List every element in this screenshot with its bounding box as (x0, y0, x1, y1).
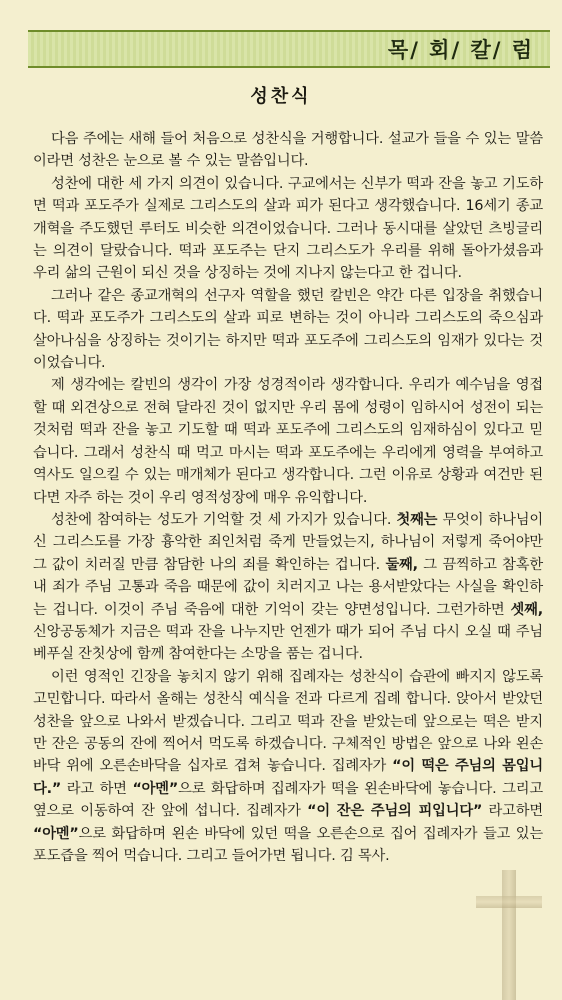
article-body (33, 128, 543, 867)
paragraph-text: 라고하면 (482, 803, 543, 820)
column-header-band (28, 30, 550, 68)
paragraph-text: 그 끔찍하고 참혹한 내 죄가 주님 고통과 죽음 때문에 값이 치러지고 나는 용서받았다는 사실을 확인하는 겁니다. 이것이 주님 죽음에 대한 기억이 갖는 양면성입니다. 그런가하면 (33, 556, 543, 618)
paragraph-text: 라고 하면 (61, 780, 133, 797)
article-paragraph (33, 128, 543, 173)
paragraph-text: 으로 화답하며 집례자가 떡을 왼손바닥에 놓습니다. 그리고 옆으로 이동하여 잔 앞에 섭니다. 집례자가 (33, 780, 543, 820)
emphasis-text: “이 잔은 주님의 피입니다” (307, 803, 483, 820)
paragraph-text: 신앙공동체가 지금은 떡과 잔을 나누지만 언젠가 때가 되어 주님 다시 오실 때 주님 베푸실 잔칫상에 함께 참여한다는 소망을 품는 겁니다. (33, 623, 543, 663)
paragraph-text: 으로 화답하며 왼손 바닥에 있던 떡을 오른손으로 집어 집례자가 들고 있는 포도즙을 찍어 먹습니다. 그리고 들어가면 됩니다. 김 목사. (33, 825, 543, 864)
article-paragraph (33, 285, 543, 375)
emphasis-text: 첫째는 (396, 511, 438, 528)
column-title: 목/ 회/ 칼/ 럼 (387, 37, 534, 62)
paragraph-text: 무엇이 하나님이신 그리스도를 가장 흉악한 죄인처럼 죽게 만들었는지, 하나님이 저렇게 죽어야만 그 값이 치러질 만큼 참담한 나의 죄를 확인하는 겁니다. (33, 511, 543, 573)
article-paragraph (33, 173, 543, 285)
emphasis-text: “이 떡은 주님의 몸입니다.” (33, 758, 543, 797)
paragraph-text: 성찬에 대한 세 가지 의견이 있습니다. 구교에서는 신부가 떡과 잔을 놓고 기도하면 떡과 포도주가 실제로 그리스도의 살과 피가 된다고 생각했습니다. 16세기 종교개혁을 주도했던 루터도 비슷한 의견이었습니다. 그러나 동시대를 살았던 츠빙글리는 의견이 달랐습니다. 떡과 포도주는 단지 그리스도가 우리를 위해 돌아가셨음과 우리 삶의 근원이 되신 것을 상징하는 것에 지나지 않는다고 한 겁니다. (33, 175, 543, 282)
emphasis-text: 둘째, (385, 556, 418, 573)
paragraph-text: 그러나 같은 종교개혁의 선구자 역할을 했던 칼빈은 약간 다른 입장을 취했습니다. 떡과 포도주가 그리스도의 살과 피로 변하는 것이 아니라 그리스도의 죽으심과 살아나심을 상징하는 것이기는 하지만 떡과 포도주에 그리스도의 임재가 있다는 것이었습니다. (33, 287, 543, 372)
article-title: 성찬식 (250, 86, 312, 107)
article-paragraph (33, 509, 543, 666)
emphasis-text: 셋째, (510, 601, 543, 618)
article-paragraph (33, 374, 543, 508)
paragraph-text: 다음 주에는 새해 들어 처음으로 성찬식을 거행합니다. 설교가 들을 수 있는 말씀이라면 성찬은 눈으로 볼 수 있는 말씀입니다. (33, 131, 543, 170)
paragraph-text: 제 생각에는 칼빈의 생각이 가장 성경적이라 생각합니다. 우리가 예수님을 영접할 때 외견상으로 전혀 달라진 것이 없지만 우리 몸에 성령이 임하시어 성전이 되는 것처럼 떡과 잔을 놓고 기도할 때 떡과 포도주에 그리스도의 임재하심이 있다고 믿습니다. 그래서 성찬식 때 먹고 마시는 떡과 포도주에는 우리에게 영력을 부여하고 역사도 일으킬 수 있는 매개체가 된다고 생각합니다. 그런 이유로 상황과 여건만 된다면 자주 하는 것이 우리 영적성장에 매우 유익합니다. (33, 377, 543, 506)
paragraph-text: 이런 영적인 긴장을 놓치지 않기 위해 집례자는 성찬식이 습관에 빠지지 않도록 고민합니다. 따라서 올해는 성찬식 예식을 전과 다르게 집례 합니다. 앉아서 받았던 성찬을 앞으로 나와서 받겠습니다. 그리고 떡과 잔을 받았는데 앞으로는 떡은 받지만 잔은 공동의 잔에 찍어서 먹도록 하겠습니다. 구체적인 방법은 앞으로 나와 왼손바닥 위에 오른손바닥을 십자로 겹쳐 놓습니다. 집례자가 (33, 668, 543, 775)
emphasis-text: “아멘” (132, 780, 179, 797)
emphasis-text: “아멘” (33, 825, 79, 842)
cross-watermark-icon (502, 870, 516, 1000)
article-paragraph (33, 666, 543, 868)
paragraph-text: 성찬에 참여하는 성도가 기억할 것 세 가지가 있습니다. (51, 511, 397, 528)
cross-watermark-icon-bar (476, 896, 542, 908)
